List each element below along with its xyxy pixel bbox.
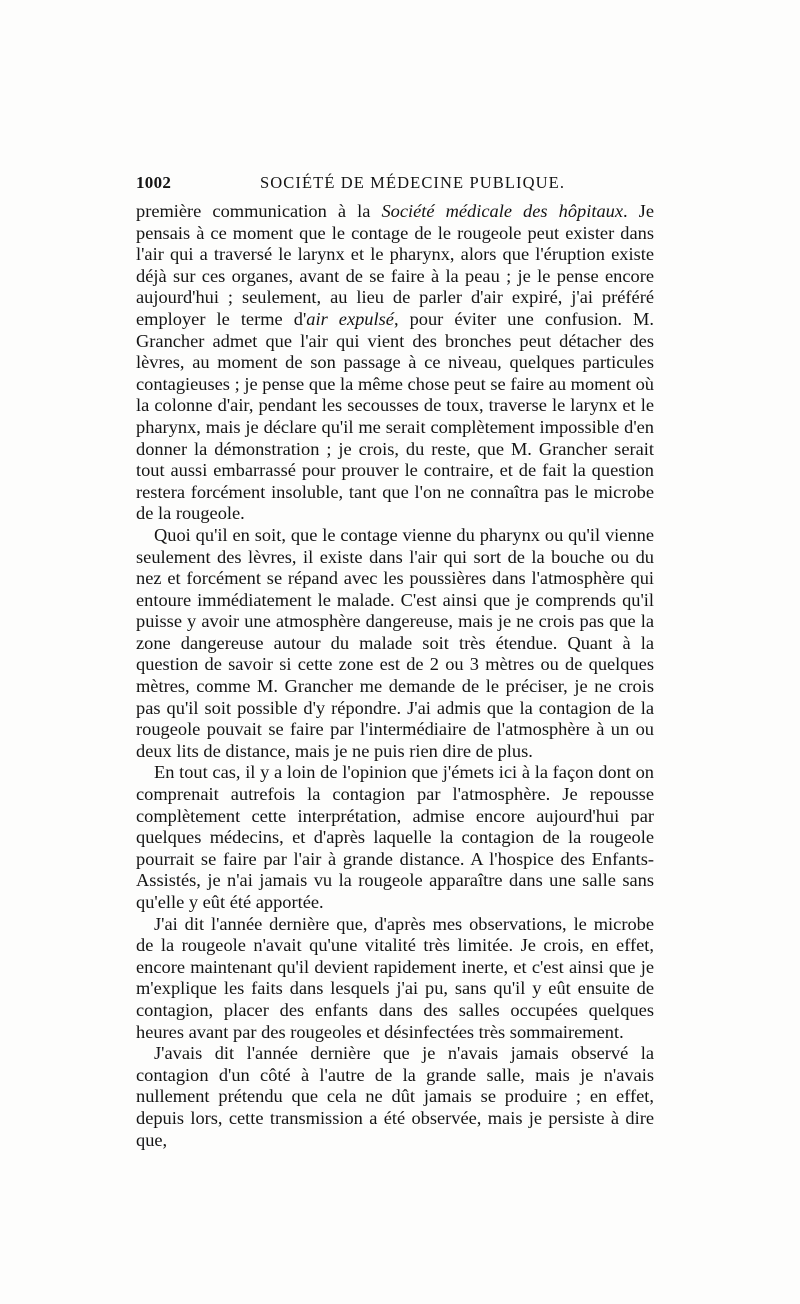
paragraph-4: J'ai dit l'année dernière que, d'après mes observations, le microbe de la rougeole n'avait qu'une vitalité très limitée. Je crois, en effet, encore maintenant qu'il devient rapidement inerte, et c'est ainsi que je m'explique les faits dans lesquels j'ai pu, sans qu'il y eût ensuite de contagion, placer des enfants dans des salles occupées quelques heures avant par des rougeoles et désinfectées très sommairement. [136, 913, 654, 1042]
paragraph-3: En tout cas, il y a loin de l'opinion que j'émets ici à la façon dont on comprenait autrefois la contagion par l'atmosphère. Je repousse complètement cette interprétation, admise encore aujourd'hui par quelques médecins, et d'après laquelle la contagion de la rougeole pourrait se faire par l'air à grande distance. A l'hospice des Enfants-Assistés, je n'ai jamais vu la rougeole apparaître dans une salle sans qu'elle y eût été apportée. [136, 762, 654, 912]
p1-term-air-expulse: air expulsé [306, 308, 394, 329]
page-number: 1002 [136, 173, 172, 192]
paragraph-5: J'avais dit l'année dernière que je n'avais jamais observé la contagion d'un côté à l'autre de la grande salle, mais je n'avais nullement prétendu que cela ne dût jamais se produire ; en effet, depuis lors, cette transmission a été observée, mais je persiste à dire que, [136, 1043, 654, 1150]
paragraph-continued [136, 201, 654, 525]
paragraph-2: Quoi qu'il en soit, que le contage vienne du pharynx ou qu'il vienne seulement des lèvres, il existe dans l'air qui sort de la bouche ou du nez et forcément se répand avec les poussières dans l'atmosphère qui entoure immédiatement le malade. C'est ainsi que je comprends qu'il puisse y avoir une atmosphère dangereuse, mais je ne crois pas que la zone dangereuse autour du malade soit très étendue. Quant à la question de savoir si cette zone est de 2 ou 3 mètres ou de quelques mètres, comme M. Grancher me demande de le préciser, je ne crois pas qu'il soit possible d'y répondre. J'ai admis que la contagion de la rougeole pouvait se faire par l'intermédiaire de l'atmosphère à un ou deux lits de distance, mais je ne puis rien dire de plus. [136, 524, 654, 761]
running-head [136, 173, 660, 195]
body-text [136, 201, 654, 1151]
p1-text-a: première communication à la [136, 201, 382, 221]
p1-text-c: . Je pensais à ce moment que le contage de le rougeole peut exister dans l'air qui a traversé le larynx et le pharynx, alors que l'éruption existe déjà sur ces organes, avant de se faire à la peau ; je le pense encore aujourd'hui ; seulement, au lieu de parler d'air expiré, j'ai préféré employer le terme d' [136, 201, 654, 329]
p1-text-e: , pour éviter une confusion. M. Grancher admet que l'air qui vient des bronches peut détacher des lèvres, au moment de son passage à ce niveau, quelques particules contagieuses ; je pense que la même chose peut se faire au moment où la colonne d'air, pendant les secousses de toux, traverse le larynx et le pharynx, mais je déclare qu'il me serait complètement impossible d'en donner la démonstration ; je crois, du reste, que M. Grancher serait tout aussi embarrassé pour prouver le contraire, et de fait la question restera forcément insoluble, tant que l'on ne connaîtra pas le microbe de la rougeole. [136, 308, 655, 524]
running-title: SOCIÉTÉ DE MÉDECINE PUBLIQUE. [260, 173, 566, 192]
p1-society-name: Société médicale des hôpitaux [381, 201, 624, 221]
